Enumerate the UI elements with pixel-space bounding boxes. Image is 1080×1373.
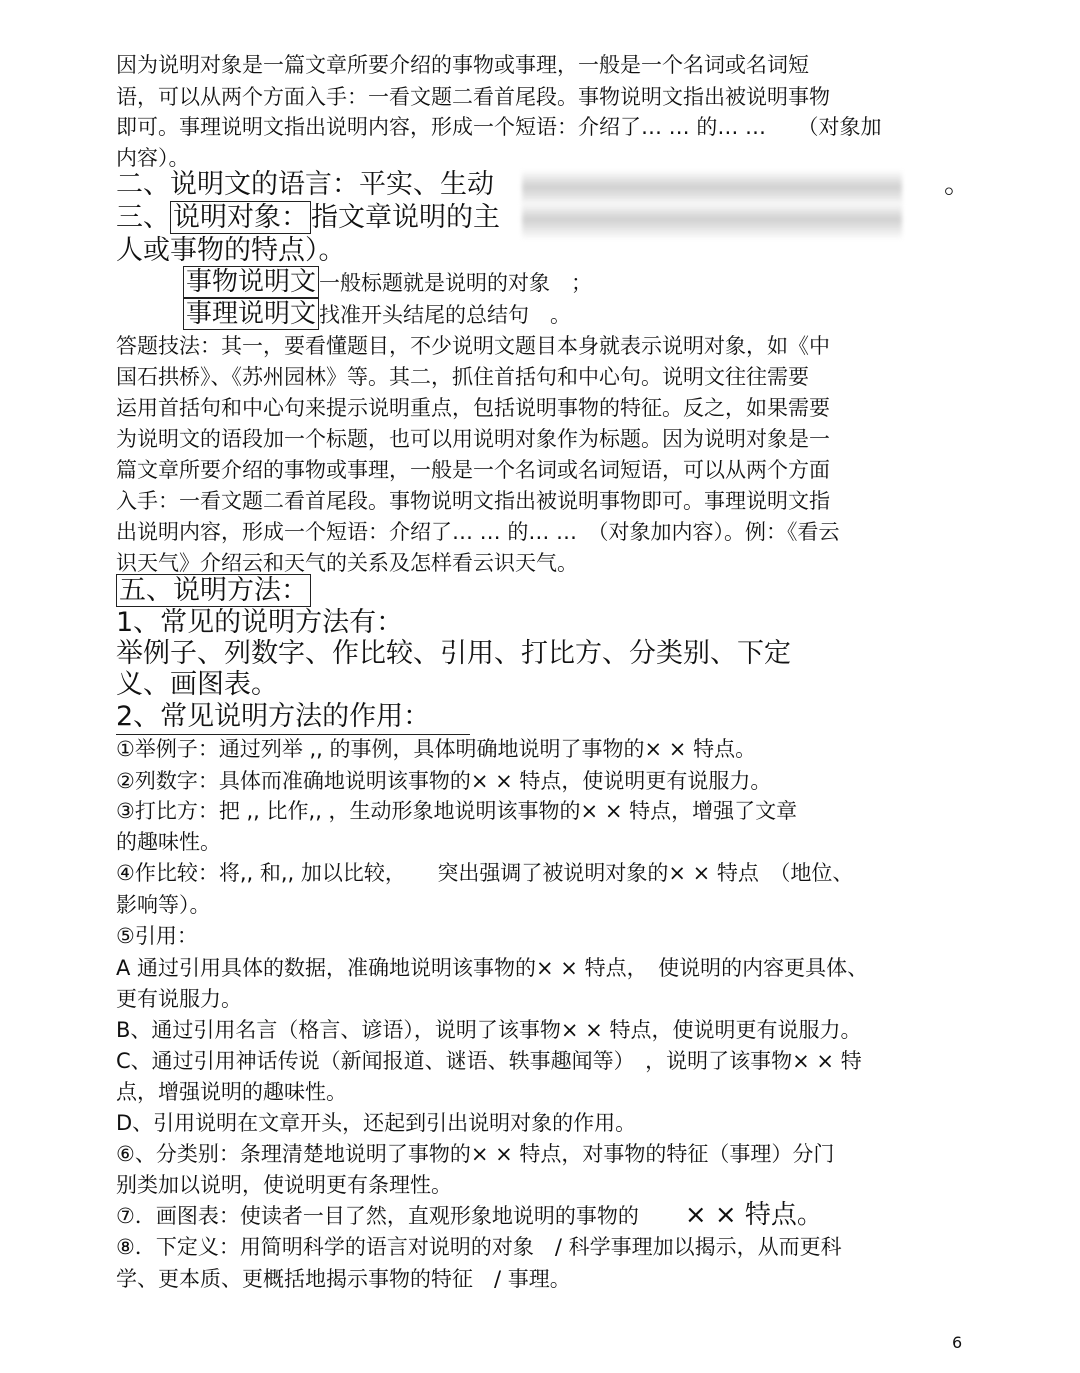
heading-2-end: 。	[944, 169, 971, 200]
type-desc: 一般标题就是说明的对象 ；	[319, 271, 593, 295]
subheading-1: 1、常见的说明方法有：	[116, 607, 404, 638]
method-item-cont: 别类加以说明，使说明更有条理性。	[116, 1173, 452, 1197]
method-item	[116, 1200, 823, 1231]
heading-5	[116, 574, 311, 608]
text-line: 识天气》介绍云和天气的关系及怎样看云识天气。	[116, 551, 578, 575]
method-item: ①举例子：通过列举 ,, 的事例，具体明确地说明了事物的× × 特点。	[116, 737, 757, 761]
text-line: 国石拱桥》、《苏州园林》等。其二，抓住首括句和中心句。说明文往往需要	[116, 365, 809, 389]
text-line: 出说明内容，形成一个短语：介绍了… … 的… … （对象加内容）。例：《看云	[116, 520, 840, 544]
method-item-text: ⑦．画图表：使读者一目了然，直观形象地说明的事物的	[116, 1204, 639, 1228]
methods-list: 举例子、列数字、作比较、引用、打比方、分类别、下定	[116, 638, 791, 669]
method-item: ⑤引用：	[116, 924, 198, 948]
type-row	[183, 298, 571, 330]
method-item-emphasis: × × 特点。	[684, 1200, 823, 1230]
method-sub-item: A 通过引用具体的数据，准确地说明该事物的× × 特点， 使说明的内容更具体、	[116, 956, 869, 980]
subheading-2-underlined: 2、常见说明方法的作用：	[116, 700, 470, 735]
heading-3-rest: 指文章说明的主	[311, 202, 500, 233]
page-number: 6	[952, 1333, 963, 1352]
method-item: ⑧．下定义：用简明科学的语言对说明的对象 / 科学事理加以揭示，从而更科	[116, 1235, 842, 1259]
text-line: 运用首括句和中心句来提示说明重点，包括说明事物的特征。反之，如果需要	[116, 396, 830, 420]
method-sub-item: B、通过引用名言（格言、谚语），说明了该事物× × 特点，使说明更有说服力。	[116, 1018, 862, 1042]
text-line: 即可。事理说明文指出说明内容，形成一个短语：介绍了… … 的… … （对象加	[116, 115, 882, 139]
subheading-2	[116, 700, 470, 735]
method-item: ⑥、分类别：条理清楚地说明了事物的× × 特点，对事物的特征（事理）分门	[116, 1142, 835, 1166]
text-line: 入手：一看文题二看首尾段。事物说明文指出被说明事物即可。事理说明文指	[116, 489, 830, 513]
heading-2: 二、说明文的语言：平实、生动	[116, 169, 494, 200]
text-line: 答题技法：其一，要看懂题目，不少说明文题目本身就表示说明对象，如《中	[116, 334, 830, 358]
text-line: 为说明文的语段加一个标题，也可以用说明对象作为标题。因为说明对象是一	[116, 427, 830, 451]
type-label-thing: 事物说明文	[183, 266, 319, 298]
text-line: 内容）。	[116, 146, 190, 170]
methods-list-cont: 义、画图表。	[116, 669, 278, 700]
method-item: ②列数字：具体而准确地说明该事物的× × 特点，使说明更有说服力。	[116, 769, 772, 793]
method-item-cont: 学、更本质、更概括地揭示事物的特征 / 事理。	[116, 1267, 571, 1291]
heading-3-boxed: 说明对象：	[170, 201, 311, 234]
method-item: ③打比方：把 ,, 比作,, ，生动形象地说明该事物的× × 特点，增强了文章	[116, 799, 798, 823]
text-line: 篇文章所要介绍的事物或事理，一般是一个名词或名词短语，可以从两个方面	[116, 458, 830, 482]
method-sub-item: D、引用说明在文章开头，还起到引出说明对象的作用。	[116, 1111, 637, 1135]
method-item-cont: 的趣味性。	[116, 830, 221, 854]
obscured-region	[522, 202, 902, 240]
heading-3-number: 三、	[116, 202, 170, 233]
type-label-reason: 事理说明文	[183, 298, 319, 330]
heading-5-boxed: 五、说明方法：	[116, 574, 311, 607]
method-item-cont: 影响等）。	[116, 893, 211, 917]
text-line: 因为说明对象是一篇文章所要介绍的事物或事理，一般是一个名词或名词短	[116, 53, 809, 77]
method-sub-item-cont: 点，增强说明的趣味性。	[116, 1080, 347, 1104]
type-row	[183, 266, 592, 298]
method-sub-item: C、通过引用神话传说（新闻报道、谜语、轶事趣闻等） ，说明了该事物× × 特	[116, 1049, 862, 1073]
text-line: 语，可以从两个方面入手：一看文题二看首尾段。事物说明文指出被说明事物	[116, 85, 830, 109]
heading-3	[116, 201, 500, 235]
method-sub-item-cont: 更有说服力。	[116, 987, 242, 1011]
method-item: ④作比较：将,, 和,, 加以比较， 突出强调了被说明对象的× × 特点 （地位、	[116, 861, 854, 885]
heading-3-continued: 人或事物的特点）。	[116, 235, 346, 266]
type-desc: 找准开头结尾的总结句 。	[319, 303, 572, 327]
